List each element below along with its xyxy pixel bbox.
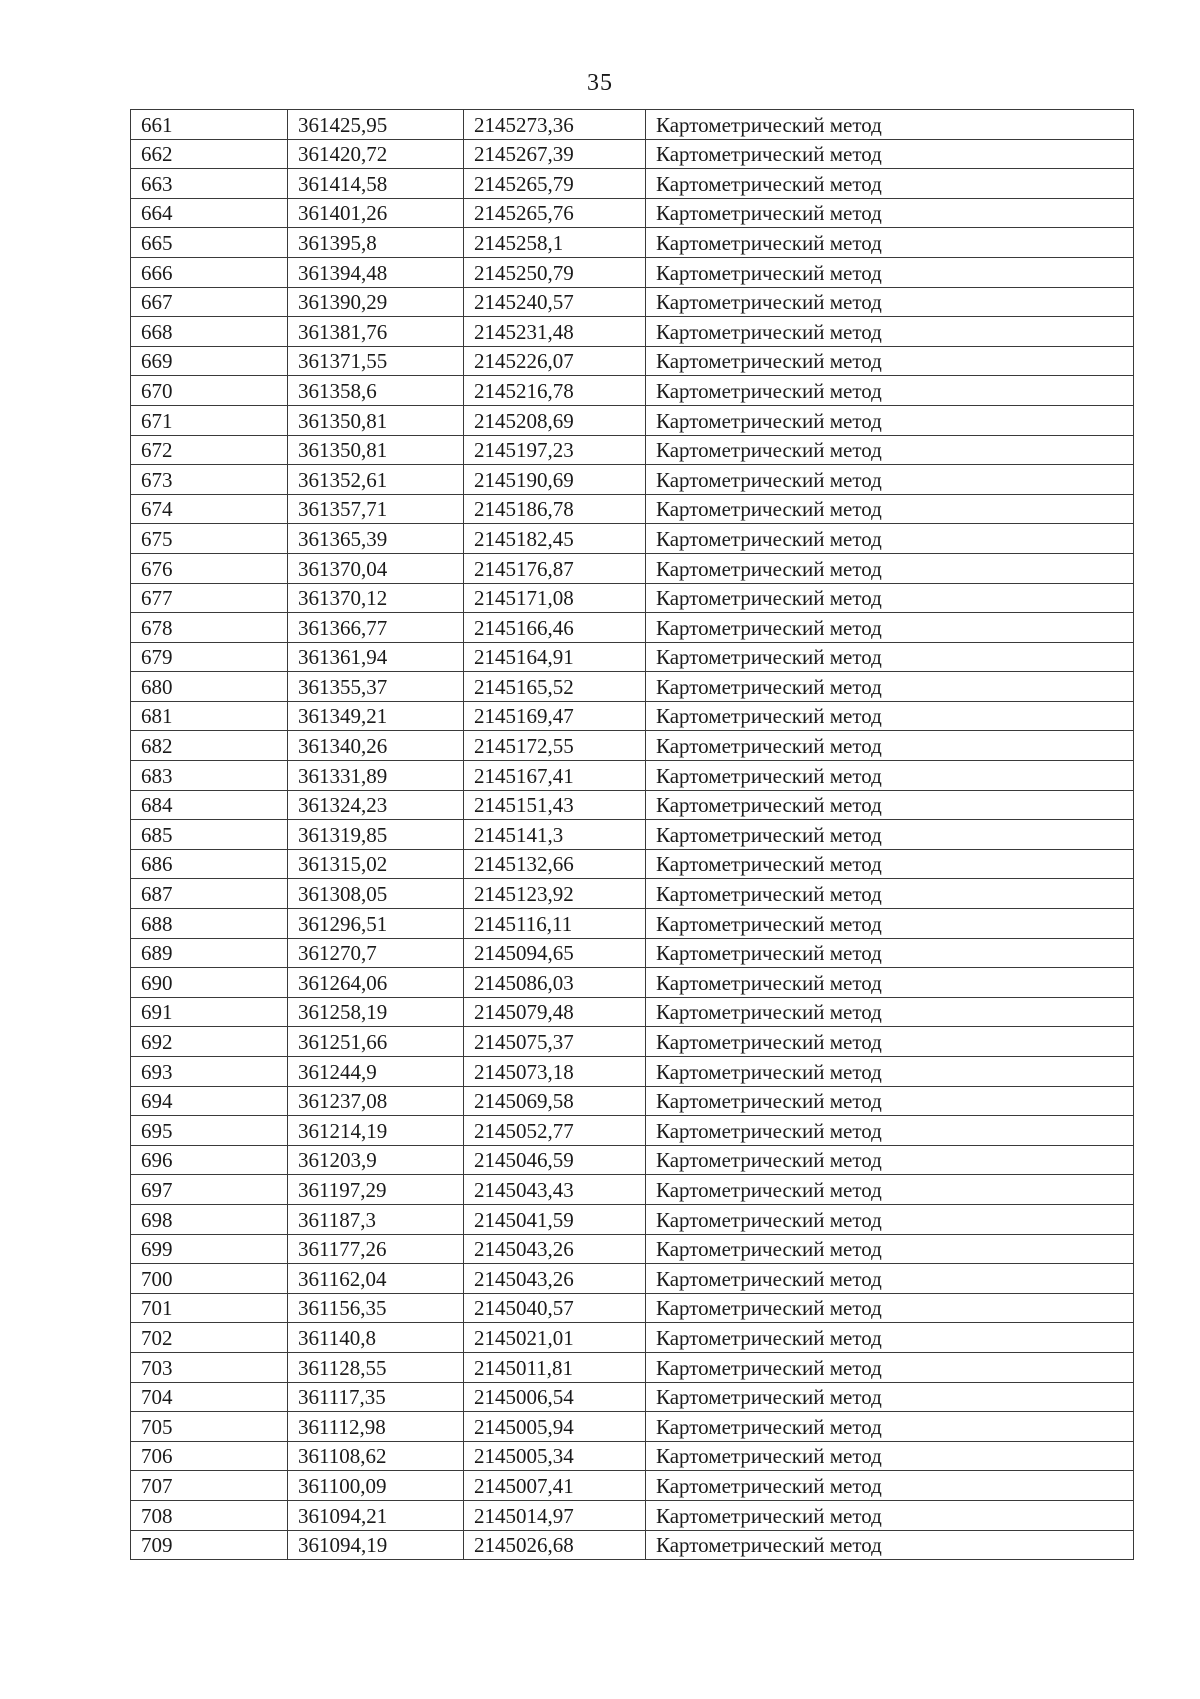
point-number-cell: 692 [131,1027,288,1057]
y-coordinate-cell: 2145046,59 [464,1145,646,1175]
point-number-cell: 702 [131,1323,288,1353]
y-coordinate-cell: 2145167,41 [464,761,646,791]
y-coordinate-cell: 2145007,41 [464,1471,646,1501]
table-row [131,1057,1134,1087]
x-coordinate-cell: 361237,08 [288,1086,464,1116]
x-coordinate-cell: 361094,21 [288,1500,464,1530]
method-cell: Картометрический метод [646,997,1134,1027]
y-coordinate-cell: 2145026,68 [464,1530,646,1560]
point-number-cell: 673 [131,465,288,495]
table-row [131,1234,1134,1264]
method-cell: Картометрический метод [646,938,1134,968]
x-coordinate-cell: 361296,51 [288,909,464,939]
y-coordinate-cell: 2145141,3 [464,820,646,850]
x-coordinate-cell: 361331,89 [288,761,464,791]
point-number-cell: 674 [131,494,288,524]
point-number-cell: 688 [131,909,288,939]
point-number-cell: 671 [131,405,288,435]
point-number-cell: 696 [131,1145,288,1175]
x-coordinate-cell: 361349,21 [288,701,464,731]
y-coordinate-cell: 2145043,26 [464,1234,646,1264]
method-cell: Картометрический метод [646,1145,1134,1175]
table-row [131,553,1134,583]
method-cell: Картометрический метод [646,701,1134,731]
y-coordinate-cell: 2145116,11 [464,909,646,939]
method-cell: Картометрический метод [646,1382,1134,1412]
point-number-cell: 704 [131,1382,288,1412]
point-number-cell: 679 [131,642,288,672]
point-number-cell: 698 [131,1204,288,1234]
x-coordinate-cell: 361117,35 [288,1382,464,1412]
point-number-cell: 681 [131,701,288,731]
y-coordinate-cell: 2145005,94 [464,1412,646,1442]
point-number-cell: 708 [131,1500,288,1530]
y-coordinate-cell: 2145190,69 [464,465,646,495]
x-coordinate-cell: 361187,3 [288,1204,464,1234]
y-coordinate-cell: 2145086,03 [464,968,646,998]
table-row [131,672,1134,702]
x-coordinate-cell: 361128,55 [288,1352,464,1382]
table-row [131,287,1134,317]
y-coordinate-cell: 2145151,43 [464,790,646,820]
x-coordinate-cell: 361371,55 [288,346,464,376]
point-number-cell: 661 [131,110,288,140]
x-coordinate-cell: 361370,04 [288,553,464,583]
point-number-cell: 682 [131,731,288,761]
point-number-cell: 680 [131,672,288,702]
table-row [131,642,1134,672]
table-row [131,1530,1134,1560]
x-coordinate-cell: 361420,72 [288,139,464,169]
point-number-cell: 699 [131,1234,288,1264]
table-row [131,1175,1134,1205]
method-cell: Картометрический метод [646,1116,1134,1146]
table-row [131,1412,1134,1442]
y-coordinate-cell: 2145226,07 [464,346,646,376]
table-row [131,198,1134,228]
method-cell: Картометрический метод [646,1293,1134,1323]
point-number-cell: 684 [131,790,288,820]
method-cell: Картометрический метод [646,1471,1134,1501]
method-cell: Картометрический метод [646,1323,1134,1353]
method-cell: Картометрический метод [646,1204,1134,1234]
point-number-cell: 669 [131,346,288,376]
table-row [131,524,1134,554]
x-coordinate-cell: 361350,81 [288,435,464,465]
coordinates-table-body [131,110,1134,1560]
method-cell: Картометрический метод [646,1086,1134,1116]
y-coordinate-cell: 2145005,34 [464,1441,646,1471]
y-coordinate-cell: 2145186,78 [464,494,646,524]
point-number-cell: 689 [131,938,288,968]
point-number-cell: 686 [131,849,288,879]
method-cell: Картометрический метод [646,1057,1134,1087]
y-coordinate-cell: 2145073,18 [464,1057,646,1087]
table-row [131,790,1134,820]
table-row [131,1352,1134,1382]
point-number-cell: 694 [131,1086,288,1116]
y-coordinate-cell: 2145094,65 [464,938,646,968]
table-row [131,257,1134,287]
x-coordinate-cell: 361112,98 [288,1412,464,1442]
point-number-cell: 700 [131,1264,288,1294]
method-cell: Картометрический метод [646,613,1134,643]
x-coordinate-cell: 361340,26 [288,731,464,761]
method-cell: Картометрический метод [646,1175,1134,1205]
point-number-cell: 676 [131,553,288,583]
point-number-cell: 677 [131,583,288,613]
table-row [131,1027,1134,1057]
point-number-cell: 703 [131,1352,288,1382]
method-cell: Картометрический метод [646,553,1134,583]
point-number-cell: 664 [131,198,288,228]
y-coordinate-cell: 2145069,58 [464,1086,646,1116]
x-coordinate-cell: 361315,02 [288,849,464,879]
table-row [131,1086,1134,1116]
point-number-cell: 670 [131,376,288,406]
table-row [131,997,1134,1027]
point-number-cell: 687 [131,879,288,909]
page-number: 35 [587,70,613,96]
table-row [131,139,1134,169]
method-cell: Картометрический метод [646,731,1134,761]
method-cell: Картометрический метод [646,1441,1134,1471]
x-coordinate-cell: 361370,12 [288,583,464,613]
point-number-cell: 665 [131,228,288,258]
table-row [131,110,1134,140]
x-coordinate-cell: 361361,94 [288,642,464,672]
method-cell: Картометрический метод [646,198,1134,228]
x-coordinate-cell: 361244,9 [288,1057,464,1087]
table-row [131,376,1134,406]
point-number-cell: 685 [131,820,288,850]
point-number-cell: 707 [131,1471,288,1501]
x-coordinate-cell: 361365,39 [288,524,464,554]
table-row [131,1204,1134,1234]
table-row [131,435,1134,465]
table-row [131,701,1134,731]
method-cell: Картометрический метод [646,435,1134,465]
table-row [131,909,1134,939]
table-row [131,938,1134,968]
y-coordinate-cell: 2145043,43 [464,1175,646,1205]
table-row [131,228,1134,258]
y-coordinate-cell: 2145197,23 [464,435,646,465]
method-cell: Картометрический метод [646,317,1134,347]
y-coordinate-cell: 2145043,26 [464,1264,646,1294]
point-number-cell: 690 [131,968,288,998]
table-row [131,1264,1134,1294]
table-row [131,820,1134,850]
point-number-cell: 697 [131,1175,288,1205]
x-coordinate-cell: 361270,7 [288,938,464,968]
point-number-cell: 706 [131,1441,288,1471]
method-cell: Картометрический метод [646,909,1134,939]
method-cell: Картометрический метод [646,494,1134,524]
x-coordinate-cell: 361319,85 [288,820,464,850]
point-number-cell: 683 [131,761,288,791]
x-coordinate-cell: 361264,06 [288,968,464,998]
x-coordinate-cell: 361203,9 [288,1145,464,1175]
x-coordinate-cell: 361350,81 [288,405,464,435]
method-cell: Картометрический метод [646,820,1134,850]
point-number-cell: 668 [131,317,288,347]
y-coordinate-cell: 2145267,39 [464,139,646,169]
x-coordinate-cell: 361258,19 [288,997,464,1027]
method-cell: Картометрический метод [646,405,1134,435]
y-coordinate-cell: 2145171,08 [464,583,646,613]
x-coordinate-cell: 361251,66 [288,1027,464,1057]
point-number-cell: 691 [131,997,288,1027]
table-row [131,465,1134,495]
method-cell: Картометрический метод [646,110,1134,140]
table-row [131,1441,1134,1471]
y-coordinate-cell: 2145123,92 [464,879,646,909]
x-coordinate-cell: 361358,6 [288,376,464,406]
table-row [131,1323,1134,1353]
table-row [131,849,1134,879]
y-coordinate-cell: 2145006,54 [464,1382,646,1412]
x-coordinate-cell: 361425,95 [288,110,464,140]
x-coordinate-cell: 361366,77 [288,613,464,643]
x-coordinate-cell: 361394,48 [288,257,464,287]
method-cell: Картометрический метод [646,228,1134,258]
table-row [131,1116,1134,1146]
x-coordinate-cell: 361094,19 [288,1530,464,1560]
method-cell: Картометрический метод [646,465,1134,495]
point-number-cell: 662 [131,139,288,169]
method-cell: Картометрический метод [646,849,1134,879]
point-number-cell: 709 [131,1530,288,1560]
table-row [131,1500,1134,1530]
x-coordinate-cell: 361100,09 [288,1471,464,1501]
point-number-cell: 678 [131,613,288,643]
x-coordinate-cell: 361390,29 [288,287,464,317]
point-number-cell: 695 [131,1116,288,1146]
table-row [131,583,1134,613]
point-number-cell: 672 [131,435,288,465]
method-cell: Картометрический метод [646,139,1134,169]
y-coordinate-cell: 2145240,57 [464,287,646,317]
method-cell: Картометрический метод [646,879,1134,909]
point-number-cell: 667 [131,287,288,317]
method-cell: Картометрический метод [646,1264,1134,1294]
method-cell: Картометрический метод [646,642,1134,672]
method-cell: Картометрический метод [646,346,1134,376]
method-cell: Картометрический метод [646,968,1134,998]
method-cell: Картометрический метод [646,287,1134,317]
method-cell: Картометрический метод [646,1234,1134,1264]
table-row [131,1382,1134,1412]
x-coordinate-cell: 361308,05 [288,879,464,909]
x-coordinate-cell: 361355,37 [288,672,464,702]
table-row [131,761,1134,791]
point-number-cell: 675 [131,524,288,554]
table-row [131,968,1134,998]
x-coordinate-cell: 361156,35 [288,1293,464,1323]
table-row [131,1471,1134,1501]
point-number-cell: 693 [131,1057,288,1087]
y-coordinate-cell: 2145182,45 [464,524,646,554]
method-cell: Картометрический метод [646,1027,1134,1057]
x-coordinate-cell: 361197,29 [288,1175,464,1205]
x-coordinate-cell: 361352,61 [288,465,464,495]
table-row [131,731,1134,761]
y-coordinate-cell: 2145011,81 [464,1352,646,1382]
y-coordinate-cell: 2145165,52 [464,672,646,702]
x-coordinate-cell: 361214,19 [288,1116,464,1146]
y-coordinate-cell: 2145014,97 [464,1500,646,1530]
x-coordinate-cell: 361177,26 [288,1234,464,1264]
method-cell: Картометрический метод [646,1500,1134,1530]
x-coordinate-cell: 361140,8 [288,1323,464,1353]
method-cell: Картометрический метод [646,1530,1134,1560]
y-coordinate-cell: 2145052,77 [464,1116,646,1146]
point-number-cell: 666 [131,257,288,287]
y-coordinate-cell: 2145258,1 [464,228,646,258]
y-coordinate-cell: 2145040,57 [464,1293,646,1323]
point-number-cell: 663 [131,169,288,199]
y-coordinate-cell: 2145075,37 [464,1027,646,1057]
table-row [131,405,1134,435]
y-coordinate-cell: 2145021,01 [464,1323,646,1353]
method-cell: Картометрический метод [646,761,1134,791]
y-coordinate-cell: 2145132,66 [464,849,646,879]
method-cell: Картометрический метод [646,672,1134,702]
y-coordinate-cell: 2145176,87 [464,553,646,583]
table-row [131,494,1134,524]
method-cell: Картометрический метод [646,1352,1134,1382]
coordinates-table [130,109,1134,1560]
table-row [131,1293,1134,1323]
table-row [131,613,1134,643]
method-cell: Картометрический метод [646,257,1134,287]
point-number-cell: 705 [131,1412,288,1442]
y-coordinate-cell: 2145216,78 [464,376,646,406]
table-row [131,879,1134,909]
y-coordinate-cell: 2145079,48 [464,997,646,1027]
y-coordinate-cell: 2145250,79 [464,257,646,287]
method-cell: Картометрический метод [646,524,1134,554]
table-row [131,317,1134,347]
x-coordinate-cell: 361357,71 [288,494,464,524]
method-cell: Картометрический метод [646,1412,1134,1442]
method-cell: Картометрический метод [646,169,1134,199]
y-coordinate-cell: 2145169,47 [464,701,646,731]
x-coordinate-cell: 361108,62 [288,1441,464,1471]
point-number-cell: 701 [131,1293,288,1323]
y-coordinate-cell: 2145231,48 [464,317,646,347]
method-cell: Картометрический метод [646,790,1134,820]
table-row [131,346,1134,376]
x-coordinate-cell: 361395,8 [288,228,464,258]
y-coordinate-cell: 2145265,79 [464,169,646,199]
y-coordinate-cell: 2145265,76 [464,198,646,228]
y-coordinate-cell: 2145166,46 [464,613,646,643]
y-coordinate-cell: 2145172,55 [464,731,646,761]
x-coordinate-cell: 361381,76 [288,317,464,347]
y-coordinate-cell: 2145041,59 [464,1204,646,1234]
x-coordinate-cell: 361162,04 [288,1264,464,1294]
table-row [131,169,1134,199]
x-coordinate-cell: 361401,26 [288,198,464,228]
table-row [131,1145,1134,1175]
method-cell: Картометрический метод [646,583,1134,613]
y-coordinate-cell: 2145208,69 [464,405,646,435]
x-coordinate-cell: 361414,58 [288,169,464,199]
y-coordinate-cell: 2145273,36 [464,110,646,140]
x-coordinate-cell: 361324,23 [288,790,464,820]
y-coordinate-cell: 2145164,91 [464,642,646,672]
method-cell: Картометрический метод [646,376,1134,406]
